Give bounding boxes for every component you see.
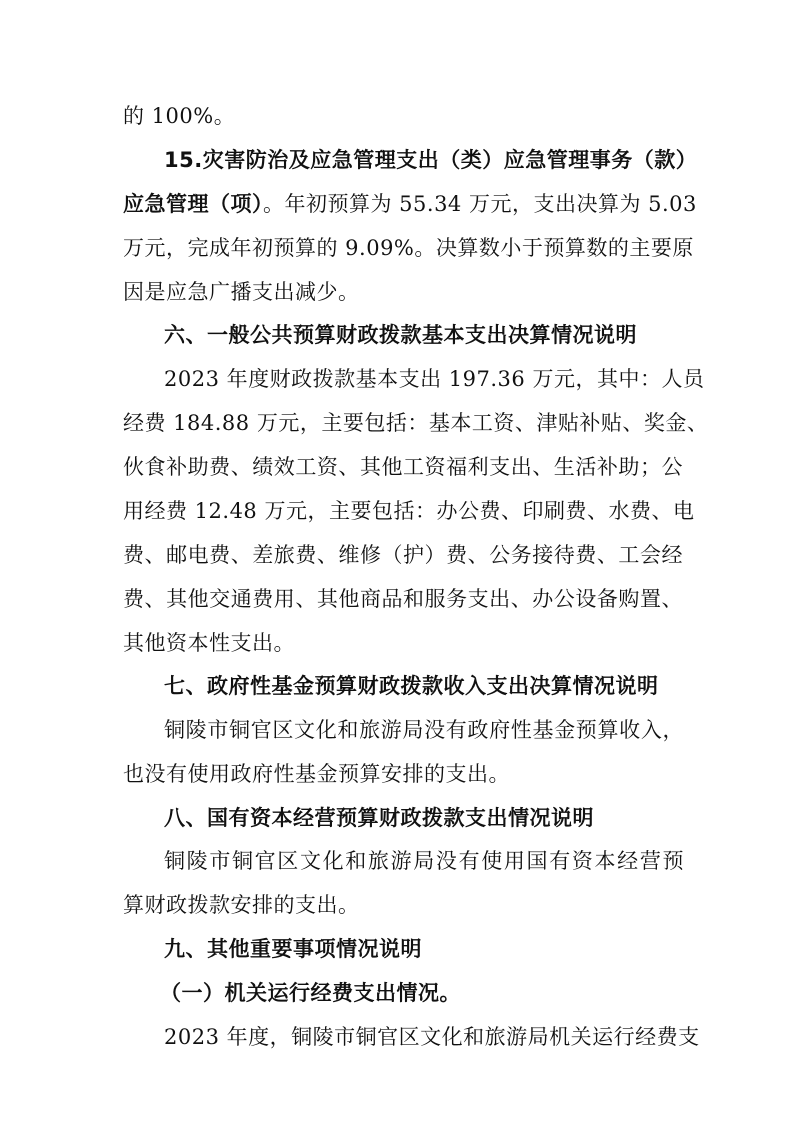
paragraph-line: 因是应急广播支出减少。 [123, 280, 360, 304]
section-heading-6: 六、一般公共预算财政拨款基本支出决算情况说明 [164, 323, 637, 347]
paragraph-line: 铜陵市铜官区文化和旅游局没有政府性基金预算收入， [164, 718, 684, 742]
section-heading-9: 九、其他重要事项情况说明 [164, 937, 422, 961]
paragraph-line: 2023 年度，铜陵市铜官区文化和旅游局机关运行经费支 [164, 1025, 700, 1049]
item-heading-15: 15.灾害防治及应急管理支出（类）应急管理事务（款） [164, 148, 698, 172]
paragraph-line: 铜陵市铜官区文化和旅游局没有使用国有资本经营预 [164, 849, 684, 873]
item-heading-15-continued: 应急管理（项） [123, 192, 263, 216]
paragraph-line: 2023 年度财政拨款基本支出 197.36 万元，其中：人员 [164, 367, 705, 391]
paragraph-line: 经费 184.88 万元，主要包括：基本工资、津贴补贴、奖金、 [123, 411, 709, 435]
paragraph-line: 也没有使用政府性基金预算安排的支出。 [123, 762, 510, 786]
paragraph-line [123, 189, 697, 219]
paragraph-text: 。年初预算为 55.34 万元，支出决算为 5.03 [263, 192, 697, 216]
paragraph-line: 费、其他交通费用、其他商品和服务支出、办公设备购置、 [123, 587, 683, 611]
section-heading-7: 七、政府性基金预算财政拨款收入支出决算情况说明 [164, 674, 659, 698]
paragraph-line: 其他资本性支出。 [123, 631, 295, 655]
paragraph-line: 费、邮电费、差旅费、维修（护）费、公务接待费、工会经 [123, 543, 683, 567]
section-heading-8: 八、国有资本经营预算财政拨款支出情况说明 [164, 806, 594, 830]
paragraph-line: 算财政拨款安排的支出。 [123, 893, 360, 917]
paragraph-line: 伙食补助费、绩效工资、其他工资福利支出、生活补助；公 [123, 455, 683, 479]
paragraph-line: 万元，完成年初预算的 9.09%。决算数小于预算数的主要原 [123, 236, 694, 260]
subsection-heading-9-1: （一）机关运行经费支出情况。 [160, 981, 461, 1005]
paragraph-line: 用经费 12.48 万元，主要包括：办公费、印刷费、水费、电 [123, 499, 695, 523]
paragraph-line: 的 100%。 [123, 104, 236, 128]
